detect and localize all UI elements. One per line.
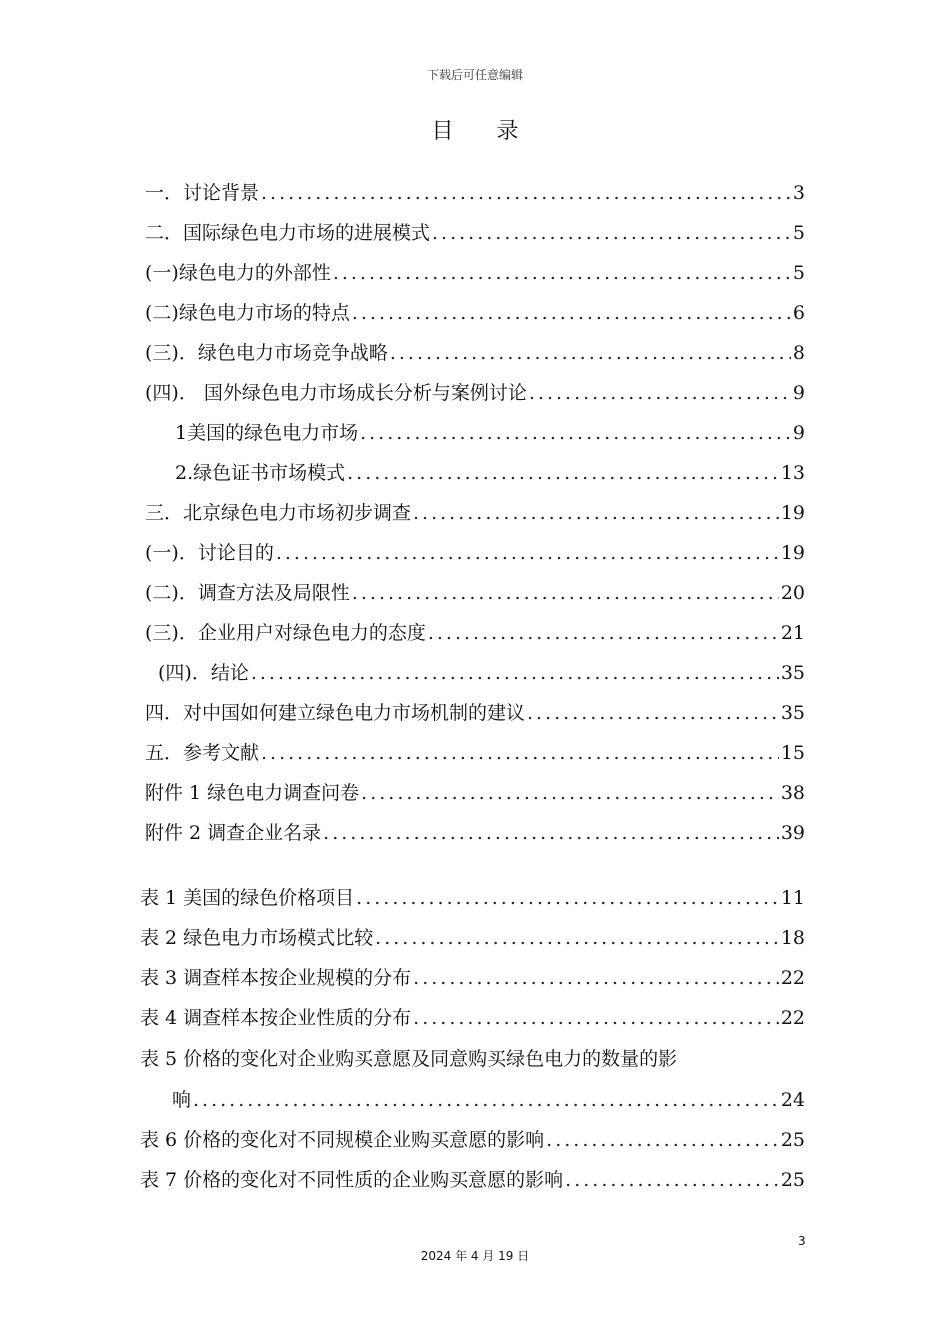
table-list-page: 22	[780, 1007, 805, 1029]
toc-entry[interactable]	[158, 658, 805, 688]
table-list-label: 表 7 价格的变化对不同性质的企业购买意愿的影响	[140, 1169, 564, 1191]
toc-entry-page: 13	[780, 462, 805, 484]
toc-entry-label: (一)．讨论目的	[145, 542, 274, 564]
table-list-page: 11	[780, 887, 805, 909]
table-list-entry[interactable]	[140, 883, 805, 913]
table-list-page: 22	[780, 967, 805, 989]
toc-entry[interactable]	[145, 578, 805, 608]
table-list-label: 表 4 调查样本按企业性质的分布	[140, 1007, 412, 1029]
table-list-entry[interactable]	[140, 1125, 805, 1155]
toc-entry-label: 一．讨论背景	[145, 182, 260, 204]
table-list-label-line1[interactable]: 表 5 价格的变化对企业购买意愿及同意购买绿色电力的数量的影	[140, 1048, 678, 1070]
toc-entry[interactable]	[145, 178, 805, 208]
toc-entry-label: (三)．企业用户对绿色电力的态度	[145, 622, 426, 644]
toc-entry-label: 三．北京绿色电力市场初步调查	[145, 502, 412, 524]
table-list-label: 表 2 绿色电力市场模式比较	[140, 927, 374, 949]
table-list-entry[interactable]	[172, 1085, 805, 1115]
toc-entry-page: 35	[780, 702, 805, 724]
page-footer-date: 2024 年 4 月 19 日	[420, 1249, 530, 1263]
toc-entry-label: 1美国的绿色电力市场	[175, 422, 359, 444]
table-list-entry[interactable]	[140, 1003, 805, 1033]
toc-entry-page: 20	[780, 582, 805, 604]
toc-entry[interactable]	[145, 298, 805, 328]
page-number: 3	[798, 1234, 806, 1248]
toc-entry[interactable]	[145, 378, 805, 408]
toc-entry-page: 38	[780, 782, 805, 804]
table-list-page: 18	[780, 927, 805, 949]
toc-entry[interactable]	[145, 778, 805, 808]
table-list-label: 表 6 价格的变化对不同规模企业购买意愿的影响	[140, 1129, 545, 1151]
toc-entry[interactable]	[145, 498, 805, 528]
toc-entry[interactable]	[145, 258, 805, 288]
toc-entry-page: 5	[792, 262, 805, 284]
toc-entry[interactable]	[175, 418, 805, 448]
toc-entry-label: (二)绿色电力市场的特点	[145, 302, 350, 324]
toc-entry-page: 19	[780, 542, 805, 564]
toc-entry-label: 附件 1 绿色电力调查问卷	[145, 782, 360, 804]
table-list-entry[interactable]	[140, 963, 805, 993]
toc-entry-page: 5	[792, 222, 805, 244]
toc-entry[interactable]	[145, 698, 805, 728]
toc-entry-page: 6	[792, 302, 805, 324]
toc-entry[interactable]	[145, 618, 805, 648]
toc-entry-page: 21	[780, 622, 805, 644]
page-title: 目 录	[431, 119, 537, 144]
toc-entry-page: 39	[780, 822, 805, 844]
toc-entry-page: 19	[780, 502, 805, 524]
toc-entry-label: (二)．调查方法及局限性	[145, 582, 350, 604]
toc-entry-page: 9	[792, 422, 805, 444]
toc-entry[interactable]	[145, 538, 805, 568]
table-list-page: 25	[780, 1129, 805, 1151]
toc-entry-page: 3	[792, 182, 805, 204]
toc-entry[interactable]	[175, 458, 805, 488]
table-list-entry[interactable]	[140, 1165, 805, 1195]
toc-entry[interactable]	[145, 818, 805, 848]
table-list-entry[interactable]	[140, 923, 805, 953]
toc-entry-page: 15	[780, 742, 805, 764]
toc-entry-page: 8	[792, 342, 805, 364]
toc-entry[interactable]	[145, 738, 805, 768]
table-list-page: 24	[780, 1089, 805, 1111]
table-list-label: 表 3 调查样本按企业规模的分布	[140, 967, 412, 989]
toc-entry-label: (四)． 国外绿色电力市场成长分析与案例讨论	[145, 382, 527, 404]
toc-entry-page: 9	[792, 382, 805, 404]
toc-entry-label: 二．国际绿色电力市场的进展模式	[145, 222, 431, 244]
table-list-page: 25	[780, 1169, 805, 1191]
toc-entry-label: (一)绿色电力的外部性	[145, 262, 331, 284]
toc-entry-label: 四．对中国如何建立绿色电力市场机制的建议	[145, 702, 526, 724]
toc-entry[interactable]	[145, 338, 805, 368]
toc-entry-label: 2.绿色证书市场模式	[175, 462, 346, 484]
table-list-label: 响	[172, 1089, 192, 1111]
toc-entry-page: 35	[780, 662, 805, 684]
toc-entry-label: (四)．结论	[158, 662, 249, 684]
page-header: 下载后可任意编辑	[426, 68, 523, 82]
toc-entry-label: (三)．绿色电力市场竞争战略	[145, 342, 388, 364]
table-list-label: 表 1 美国的绿色价格项目	[140, 887, 355, 909]
toc-entry[interactable]	[145, 218, 805, 248]
toc-entry-label: 附件 2 调查企业名录	[145, 822, 322, 844]
toc-entry-label: 五．参考文献	[145, 742, 260, 764]
